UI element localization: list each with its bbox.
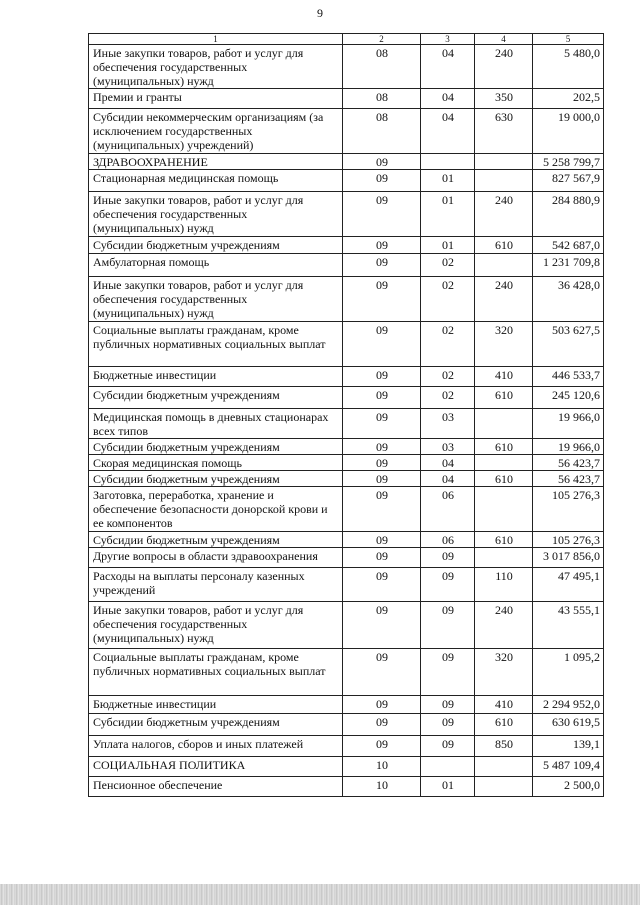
row-subsection: 01 bbox=[421, 777, 475, 797]
row-subsection: 02 bbox=[421, 387, 475, 409]
row-section: 10 bbox=[343, 777, 421, 797]
row-amount: 5 258 799,7 bbox=[533, 154, 604, 170]
row-expense-type: 630 bbox=[475, 109, 533, 154]
table-row bbox=[89, 387, 604, 409]
budget-table bbox=[88, 33, 604, 797]
row-section: 09 bbox=[343, 487, 421, 532]
table-row bbox=[89, 170, 604, 192]
row-subsection: 04 bbox=[421, 455, 475, 471]
row-expense-type bbox=[475, 548, 533, 568]
row-subsection: 03 bbox=[421, 439, 475, 455]
table-row bbox=[89, 277, 604, 322]
row-expense-type bbox=[475, 254, 533, 277]
row-expense-type: 610 bbox=[475, 471, 533, 487]
table-row bbox=[89, 471, 604, 487]
row-name: Премии и гранты bbox=[89, 89, 343, 109]
table-row bbox=[89, 367, 604, 387]
column-header-section: 2 bbox=[343, 34, 421, 45]
row-name: Социальные выплаты гражданам, кроме публичных нормативных социальных выплат bbox=[89, 649, 343, 696]
row-amount: 56 423,7 bbox=[533, 455, 604, 471]
row-amount: 245 120,6 bbox=[533, 387, 604, 409]
row-amount: 503 627,5 bbox=[533, 322, 604, 367]
row-expense-type bbox=[475, 757, 533, 777]
row-amount: 19 966,0 bbox=[533, 409, 604, 439]
table-row bbox=[89, 736, 604, 757]
row-expense-type: 240 bbox=[475, 602, 533, 649]
row-name: Бюджетные инвестиции bbox=[89, 696, 343, 714]
row-name: Заготовка, переработка, хранение и обеспечение безопасности донорской крови и ее компонентов bbox=[89, 487, 343, 532]
row-name: Скорая медицинская помощь bbox=[89, 455, 343, 471]
row-expense-type: 240 bbox=[475, 192, 533, 237]
row-name: Иные закупки товаров, работ и услуг для обеспечения государственных (муниципальных) нужд bbox=[89, 602, 343, 649]
row-amount: 2 500,0 bbox=[533, 777, 604, 797]
row-expense-type: 610 bbox=[475, 387, 533, 409]
row-expense-type: 610 bbox=[475, 714, 533, 736]
row-section: 09 bbox=[343, 714, 421, 736]
row-amount: 542 687,0 bbox=[533, 237, 604, 254]
row-section: 08 bbox=[343, 89, 421, 109]
row-amount: 2 294 952,0 bbox=[533, 696, 604, 714]
row-subsection: 09 bbox=[421, 568, 475, 602]
row-section: 09 bbox=[343, 237, 421, 254]
row-amount: 19 000,0 bbox=[533, 109, 604, 154]
row-name: Субсидии бюджетным учреждениям bbox=[89, 387, 343, 409]
table-row bbox=[89, 45, 604, 89]
table-row bbox=[89, 568, 604, 602]
table-row bbox=[89, 714, 604, 736]
row-amount: 827 567,9 bbox=[533, 170, 604, 192]
row-expense-type bbox=[475, 487, 533, 532]
row-subsection: 09 bbox=[421, 649, 475, 696]
row-section: 09 bbox=[343, 439, 421, 455]
row-name: Расходы на выплаты персоналу казенных учреждений bbox=[89, 568, 343, 602]
row-subsection bbox=[421, 757, 475, 777]
row-amount: 19 966,0 bbox=[533, 439, 604, 455]
row-section: 09 bbox=[343, 736, 421, 757]
row-name: Иные закупки товаров, работ и услуг для обеспечения государственных (муниципальных) нужд bbox=[89, 45, 343, 89]
row-subsection: 09 bbox=[421, 736, 475, 757]
table-row bbox=[89, 777, 604, 797]
row-subsection: 04 bbox=[421, 471, 475, 487]
table-row bbox=[89, 439, 604, 455]
row-name: Социальные выплаты гражданам, кроме публичных нормативных социальных выплат bbox=[89, 322, 343, 367]
table-row bbox=[89, 109, 604, 154]
row-expense-type bbox=[475, 777, 533, 797]
row-amount: 202,5 bbox=[533, 89, 604, 109]
table-row bbox=[89, 548, 604, 568]
row-name: ЗДРАВООХРАНЕНИЕ bbox=[89, 154, 343, 170]
row-amount: 36 428,0 bbox=[533, 277, 604, 322]
row-subsection bbox=[421, 154, 475, 170]
table-row bbox=[89, 649, 604, 696]
row-subsection: 02 bbox=[421, 254, 475, 277]
table-row bbox=[89, 696, 604, 714]
row-amount: 5 480,0 bbox=[533, 45, 604, 89]
row-amount: 446 533,7 bbox=[533, 367, 604, 387]
row-amount: 630 619,5 bbox=[533, 714, 604, 736]
row-section: 09 bbox=[343, 455, 421, 471]
row-amount: 284 880,9 bbox=[533, 192, 604, 237]
table-row bbox=[89, 487, 604, 532]
row-section: 08 bbox=[343, 45, 421, 89]
row-expense-type bbox=[475, 154, 533, 170]
row-name: Субсидии бюджетным учреждениям bbox=[89, 714, 343, 736]
row-expense-type bbox=[475, 170, 533, 192]
row-subsection: 06 bbox=[421, 487, 475, 532]
row-section: 09 bbox=[343, 649, 421, 696]
table-row bbox=[89, 455, 604, 471]
row-expense-type: 610 bbox=[475, 532, 533, 548]
row-expense-type: 410 bbox=[475, 367, 533, 387]
row-section: 09 bbox=[343, 696, 421, 714]
row-amount: 105 276,3 bbox=[533, 532, 604, 548]
row-amount: 47 495,1 bbox=[533, 568, 604, 602]
row-name: Стационарная медицинская помощь bbox=[89, 170, 343, 192]
row-name: Другие вопросы в области здравоохранения bbox=[89, 548, 343, 568]
row-subsection: 02 bbox=[421, 367, 475, 387]
table-row bbox=[89, 154, 604, 170]
row-expense-type: 850 bbox=[475, 736, 533, 757]
row-subsection: 09 bbox=[421, 602, 475, 649]
row-subsection: 09 bbox=[421, 714, 475, 736]
row-name: Субсидии бюджетным учреждениям bbox=[89, 471, 343, 487]
table-row bbox=[89, 322, 604, 367]
column-header-name: 1 bbox=[89, 34, 343, 45]
row-name: Субсидии некоммерческим организациям (за исключением государственных (муниципальных) учреждений) bbox=[89, 109, 343, 154]
table-header-row bbox=[89, 34, 604, 45]
row-subsection: 04 bbox=[421, 109, 475, 154]
column-header-expense-type: 4 bbox=[475, 34, 533, 45]
scan-edge-artifact bbox=[0, 884, 640, 905]
row-name: Амбулаторная помощь bbox=[89, 254, 343, 277]
table-row bbox=[89, 757, 604, 777]
row-section: 09 bbox=[343, 409, 421, 439]
column-header-amount: 5 bbox=[533, 34, 604, 45]
row-expense-type: 610 bbox=[475, 439, 533, 455]
row-name: Субсидии бюджетным учреждениям bbox=[89, 237, 343, 254]
row-name: Иные закупки товаров, работ и услуг для обеспечения государственных (муниципальных) нужд bbox=[89, 192, 343, 237]
row-section: 09 bbox=[343, 532, 421, 548]
row-expense-type: 350 bbox=[475, 89, 533, 109]
row-name: Уплата налогов, сборов и иных платежей bbox=[89, 736, 343, 757]
row-subsection: 01 bbox=[421, 170, 475, 192]
row-subsection: 02 bbox=[421, 277, 475, 322]
row-expense-type: 110 bbox=[475, 568, 533, 602]
row-subsection: 06 bbox=[421, 532, 475, 548]
row-section: 08 bbox=[343, 109, 421, 154]
row-subsection: 04 bbox=[421, 89, 475, 109]
row-subsection: 01 bbox=[421, 192, 475, 237]
table-row bbox=[89, 254, 604, 277]
row-section: 09 bbox=[343, 471, 421, 487]
row-section: 09 bbox=[343, 602, 421, 649]
row-amount: 3 017 856,0 bbox=[533, 548, 604, 568]
row-expense-type: 240 bbox=[475, 277, 533, 322]
row-name: Медицинская помощь в дневных стационарах всех типов bbox=[89, 409, 343, 439]
row-amount: 105 276,3 bbox=[533, 487, 604, 532]
row-amount: 1 231 709,8 bbox=[533, 254, 604, 277]
row-name: Субсидии бюджетным учреждениям bbox=[89, 532, 343, 548]
row-subsection: 09 bbox=[421, 548, 475, 568]
row-name: Иные закупки товаров, работ и услуг для обеспечения государственных (муниципальных) нужд bbox=[89, 277, 343, 322]
row-name: СОЦИАЛЬНАЯ ПОЛИТИКА bbox=[89, 757, 343, 777]
row-amount: 1 095,2 bbox=[533, 649, 604, 696]
row-expense-type: 240 bbox=[475, 45, 533, 89]
table-row bbox=[89, 89, 604, 109]
row-expense-type: 320 bbox=[475, 649, 533, 696]
row-section: 10 bbox=[343, 757, 421, 777]
row-section: 09 bbox=[343, 367, 421, 387]
row-expense-type: 610 bbox=[475, 237, 533, 254]
table-row bbox=[89, 237, 604, 254]
row-expense-type bbox=[475, 455, 533, 471]
row-name: Бюджетные инвестиции bbox=[89, 367, 343, 387]
row-section: 09 bbox=[343, 192, 421, 237]
row-name: Субсидии бюджетным учреждениям bbox=[89, 439, 343, 455]
row-section: 09 bbox=[343, 277, 421, 322]
row-section: 09 bbox=[343, 154, 421, 170]
row-expense-type: 410 bbox=[475, 696, 533, 714]
row-name: Пенсионное обеспечение bbox=[89, 777, 343, 797]
row-amount: 139,1 bbox=[533, 736, 604, 757]
row-subsection: 09 bbox=[421, 696, 475, 714]
row-subsection: 02 bbox=[421, 322, 475, 367]
table-row bbox=[89, 409, 604, 439]
row-section: 09 bbox=[343, 170, 421, 192]
row-section: 09 bbox=[343, 548, 421, 568]
page-number: 9 bbox=[317, 6, 323, 20]
row-amount: 43 555,1 bbox=[533, 602, 604, 649]
table-row bbox=[89, 602, 604, 649]
table-row bbox=[89, 532, 604, 548]
row-amount: 5 487 109,4 bbox=[533, 757, 604, 777]
row-subsection: 01 bbox=[421, 237, 475, 254]
row-amount: 56 423,7 bbox=[533, 471, 604, 487]
table-row bbox=[89, 192, 604, 237]
row-expense-type bbox=[475, 409, 533, 439]
row-subsection: 04 bbox=[421, 45, 475, 89]
row-section: 09 bbox=[343, 387, 421, 409]
row-section: 09 bbox=[343, 322, 421, 367]
row-section: 09 bbox=[343, 568, 421, 602]
row-section: 09 bbox=[343, 254, 421, 277]
column-header-subsection: 3 bbox=[421, 34, 475, 45]
row-expense-type: 320 bbox=[475, 322, 533, 367]
row-subsection: 03 bbox=[421, 409, 475, 439]
